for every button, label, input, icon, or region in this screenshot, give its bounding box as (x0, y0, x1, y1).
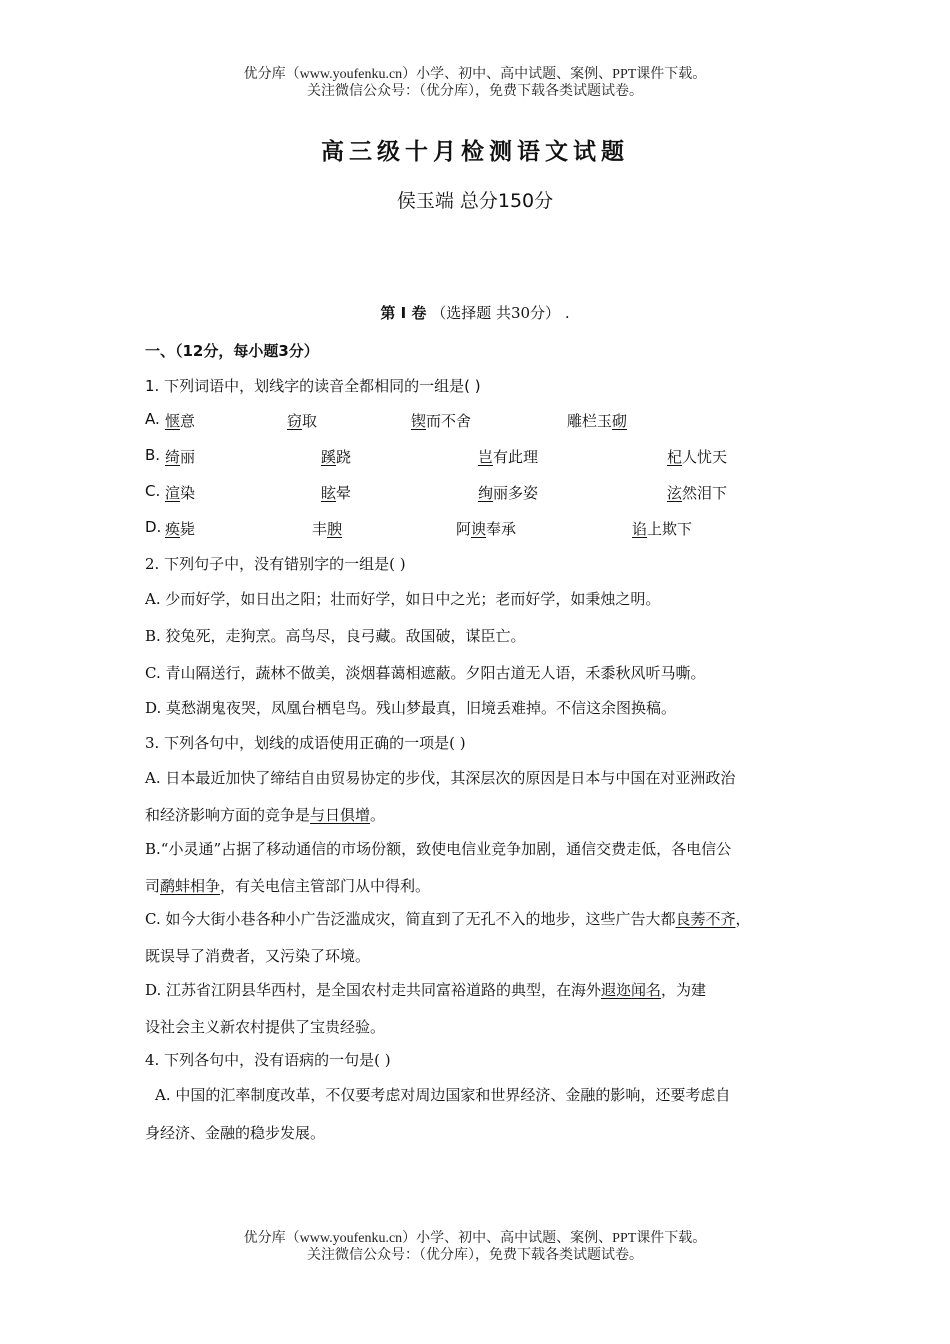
question-1-stem: 1. 下列词语中，划线字的读音全都相同的一组是( ) (145, 377, 481, 395)
question-3-option-a-line-2: 和经济影响方面的竞争是与日俱增。 (145, 806, 386, 824)
question-1-option-c: C. 渲染 眩晕 绚丽多姿 泫然泪下 (145, 482, 728, 502)
idiom-underlined: 良莠不齐 (675, 910, 736, 928)
header-line-2: 关注微信公众号：（优分库），免费下载各类试题试卷。 (307, 84, 643, 99)
question-4-stem: 4. 下列各句中，没有语病的一句是( ) (145, 1051, 391, 1069)
question-3-option-c-line-1: C. 如今大街小巷各种小广告泛滥成灾，简直到了无孔不入的地步，这些广告大都良莠不齐， (145, 910, 751, 928)
volume-detail: （选择题 共30分） . (431, 304, 570, 322)
idiom-underlined: 鹬蚌相争 (160, 877, 221, 895)
question-1-option-d: D. 痪毙 丰腴 阿谀奉承 谄上欺下 (145, 518, 693, 538)
question-2-option-a: A. 少而好学，如日出之阳；壮而好学，如日中之光；老而好学，如秉烛之明。 (145, 590, 661, 608)
footer-line-1: 优分库（www.youfenku.cn）小学、初中、高中试题、案例、PPT课件下载。 (243, 1231, 707, 1246)
section-heading: 一、（12分，每小题3分） (145, 342, 319, 360)
question-4-option-a-line-2: 身经济、金融的稳步发展。 (145, 1124, 326, 1142)
idiom-underlined: 与日俱增 (310, 806, 371, 824)
page-title: 高三级十月检测语文试题 (321, 138, 629, 165)
idiom-underlined: 遐迩闻名 (601, 981, 662, 999)
question-2-stem: 2. 下列句子中，没有错别字的一组是( ) (145, 555, 406, 573)
footer-line-2: 关注微信公众号：（优分库），免费下载各类试题试卷。 (307, 1248, 643, 1263)
question-3-option-b-line-1: B.“小灵通”占据了移动通信的市场份额，致使电信业竞争加剧，通信交费走低，各电信公 (145, 840, 732, 858)
question-1-option-b: B. 绮丽 蹊跷 岂有此理 杞人忧天 (145, 446, 728, 466)
question-3-option-c-line-2: 既误导了消费者，又污染了环境。 (145, 947, 371, 965)
volume-label: 第 I 卷 (380, 304, 427, 322)
question-2-option-d: D. 莫愁湖鬼夜哭，凤凰台栖皂鸟。残山梦最真，旧境丢难掉。不信这余图换稿。 (145, 699, 677, 717)
page-subtitle: 侯玉端 总分150分 (396, 190, 554, 212)
question-3-option-d-line-2: 设社会主义新农村提供了宝贵经验。 (145, 1018, 386, 1036)
question-3-stem: 3. 下列各句中，划线的成语使用正确的一项是( ) (145, 734, 466, 752)
page-footer (0, 1230, 950, 1264)
question-3-option-a-line-1: A. 日本最近加快了缔结自由贸易协定的步伐，其深层次的原因是日本与中国在对亚洲政治 (145, 769, 736, 787)
volume-heading (0, 302, 950, 323)
question-3-option-d-line-1: D. 江苏省江阴县华西村，是全国农村走共同富裕道路的典型，在海外遐迩闻名，为建 (145, 981, 707, 999)
question-3-option-b-line-2: 司鹬蚌相争，有关电信主管部门从中得利。 (145, 877, 431, 895)
header-line-1: 优分库（www.youfenku.cn）小学、初中、高中试题、案例、PPT课件下载。 (243, 67, 707, 82)
question-4-option-a-line-1: A. 中国的汇率制度改革，不仅要考虑对周边国家和世界经济、金融的影响，还要考虑自 (155, 1086, 731, 1104)
question-2-option-c: C. 青山隔送行，蔬林不做美，淡烟暮蔼相遮蔽。夕阳古道无人语，禾黍秋风听马嘶。 (145, 664, 706, 682)
page-header (0, 66, 950, 100)
question-1-option-a: A. 惬意 窃取 锲而不舍 雕栏玉砌 (145, 410, 628, 430)
question-2-option-b: B. 狡兔死，走狗烹。高鸟尽，良弓藏。敌国破，谋臣亡。 (145, 627, 526, 645)
